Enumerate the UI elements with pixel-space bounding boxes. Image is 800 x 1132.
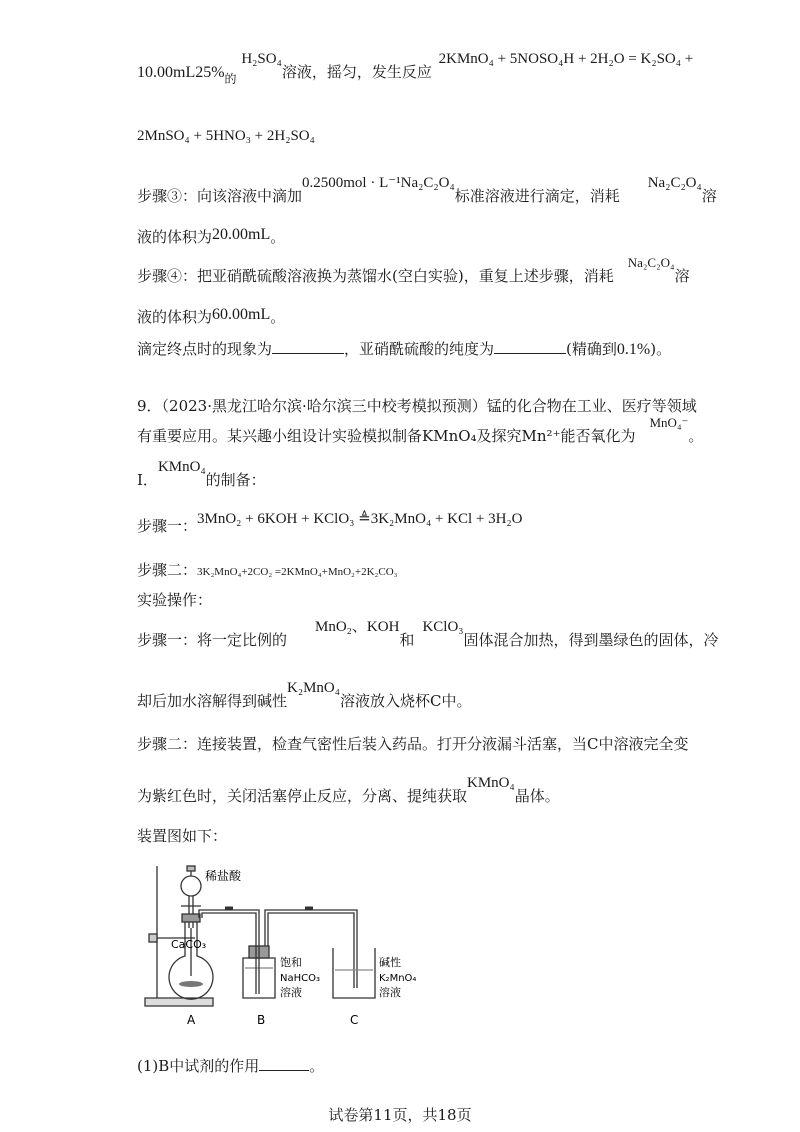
question-9-line-1 [137,396,697,416]
op1-and: 和 [399,631,415,649]
reaction-step-1 [137,511,523,537]
step4-text-a: 步骤④：把亚硝酰硫酸溶液换为蒸馏水(空白实验)，重复上述步骤，消耗 [137,267,614,285]
question-8-line [137,339,671,360]
reaction2-equation: 3K₂MnO₄+2CO₂ =2KMnO₄+MnO₂+2K₂CO₃ [197,566,398,578]
reaction1-label: 步骤一： [137,517,198,535]
step3-text-c: 溶 [701,187,717,205]
operation-step-2b [137,775,560,807]
reaction2-label: 步骤二： [137,561,198,579]
step3-text-a: 步骤③：向该溶液中滴加 [137,187,303,205]
operation-step-1 [137,619,719,651]
part1-heading [137,459,266,491]
precision-value: 0.1% [616,341,651,358]
acid-label: 稀盐酸 [205,869,242,883]
q1-answer-blank[interactable] [259,1056,309,1071]
reaction1-equation: 3MnO₂ + 6KOH + KClO₃ ≜3K₂MnO₄ + KCl + 3H₂O [197,511,523,527]
op1-formula-1: MnO₂、KOH [315,619,400,635]
operation-step-1b [137,680,472,712]
figure-title: 装置图如下： [137,827,228,845]
concentration-text: 10.00mL25% [137,64,225,81]
step3-text-b: 标准溶液进行滴定，消耗 [454,187,620,205]
step3-concentration: 0.2500mol · L⁻¹Na₂C₂O₄ [302,175,455,191]
reaction-line-2 [137,125,315,146]
permanganate-ion: MnO₄⁻ [649,415,689,430]
op2-text: 步骤二：连接装置，检查气密性后装入药品。打开分液漏斗活塞，当C中溶液完全变 [137,735,689,753]
operation-step-2 [137,734,688,754]
equation-part-1: 2KMnO₄ + 5NOSO₄H + 2H₂O = K₂SO₄ + [438,51,694,67]
q9-text-1: 9．（2023·黑龙江哈尔滨·哈尔滨三中校考模拟预测）锰的化合物在工业、医疗等领域 [137,397,697,415]
q1-text: (1)B中试剂的作用 [137,1057,260,1075]
op1-formula-2: KClO₃ [422,619,464,635]
step4-line-2 [137,307,285,328]
b-label-bot: 溶液 [280,986,302,999]
c-label-mid: K₂MnO₄ [379,973,417,984]
reaction-step-2 [137,560,398,582]
op2b-formula: KMnO₄ [467,775,515,791]
q8-text-b: ，亚硝酰硫酸的纯度为 [344,340,495,358]
instruction-text: 溶液，摇匀，发生反应 [281,63,432,81]
op2b-text-a: 为紫红色时，关闭活塞停止反应，分离、提纯获取 [137,787,468,805]
step3-text-e: 。 [270,228,286,246]
operation-title: 实验操作： [137,591,213,609]
step3-line-2 [137,227,285,248]
step3-text-d: 液的体积为 [137,228,213,246]
operation-heading [137,590,212,610]
step3-volume: 20.00mL [212,226,271,243]
op1b-text-a: 却后加水溶解得到碱性 [137,692,288,710]
step4-text-c: 液的体积为 [137,308,213,326]
step3-line [137,175,717,207]
c-label-top: 碱性 [379,956,401,969]
question-9-line-2 [137,415,704,447]
endpoint-answer-blank[interactable] [272,339,344,354]
step3-reagent: Na₂C₂O₄ [647,175,702,191]
caco3-label: CaCO₃ [171,938,207,951]
h2so4-formula: H₂SO₄ [241,51,282,67]
tube-ab [199,910,259,944]
purity-answer-blank[interactable] [494,339,566,354]
equation-part-2: 2MnSO₄ + 5HNO₃ + 2H₂SO₄ [137,128,315,144]
q9-text-2: 有重要应用。某兴趣小组设计实验模拟制备KMnO₄及探究Mn²⁺能否氧化为 [137,427,636,445]
part1-formula: KMnO₄ [157,459,206,475]
de-text: 的 [224,72,237,86]
b-label-top: 饱和 [280,956,302,969]
part1-roman: Ⅰ． [137,471,158,489]
stopper-a [182,914,200,922]
subquestion-1 [137,1056,324,1076]
part1-text: 的制备： [205,471,266,489]
stand-base [145,998,213,1006]
q1-end: 。 [309,1057,325,1075]
op1b-text-b: 溶液放入烧杯C中。 [339,692,472,710]
c-label-bot: 溶液 [379,986,401,999]
step4-text-d: 。 [270,308,286,326]
step4-line [137,255,690,287]
apparatus-diagram [135,858,435,1028]
apparatus-b-label: B [257,1013,266,1027]
q8-text-c: (精确到 [566,340,617,358]
figure-heading [137,826,227,846]
apparatus-c-label: C [350,1013,359,1027]
b-label-mid: NaHCO₃ [280,973,320,984]
op1-text-a: 步骤一：将一定比例的 [137,631,288,649]
step4-text-b: 溶 [674,267,690,285]
page-footer: 试卷第11页，共18页 [328,1106,472,1124]
clamp [149,934,157,942]
caco3-solid [179,981,203,987]
q8-text-a: 滴定终点时的现象为 [137,340,273,358]
step4-volume: 60.00mL [212,306,271,323]
q8-text-d: )。 [650,340,672,358]
op2b-text-b: 晶体。 [514,787,560,805]
funnel-bulb [181,876,201,896]
q9-end: 。 [688,427,704,445]
op1b-formula: K₂MnO₄ [287,680,340,696]
step4-reagent: Na₂C₂O₄ [627,255,675,270]
op1-text-b: 固体混合加热，得到墨绿色的固体，冷 [463,631,719,649]
apparatus-a-label: A [187,1013,196,1027]
reaction-line-1 [137,51,694,86]
